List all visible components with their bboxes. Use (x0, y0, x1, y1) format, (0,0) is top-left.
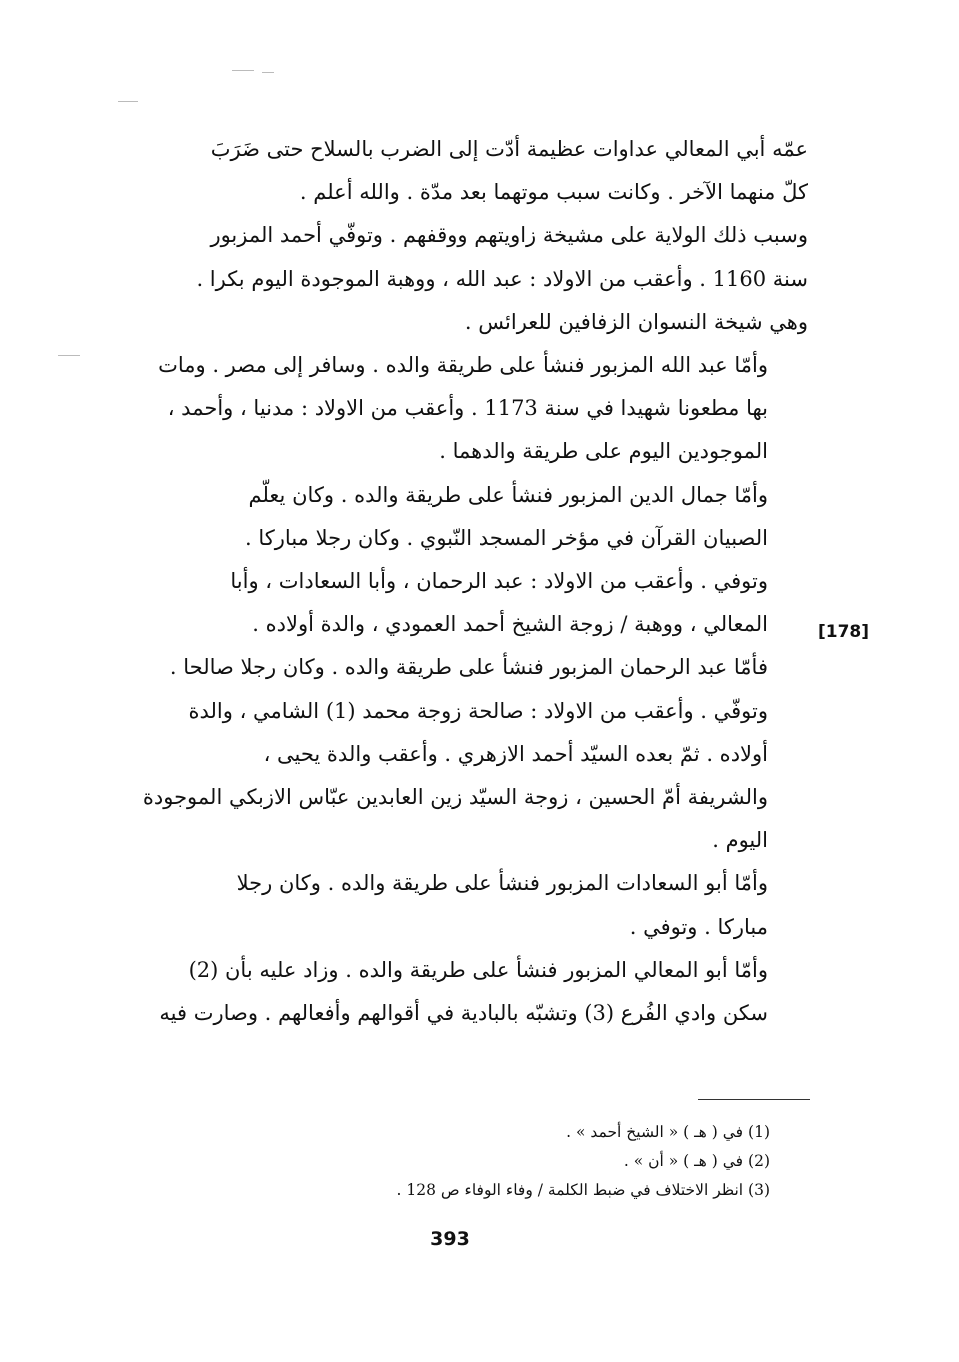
line: أولاده . ثمّ بعده السيّد أحمد الازهري . وأعقب والدة يحيى ، (263, 741, 768, 766)
scan-speck (118, 101, 138, 102)
line: مباركا . وتوفي . (629, 914, 768, 939)
line: فأمّا عبد الرحمان المزبور فنشأ على طريقة والده . وكان رجلا صالحا . (169, 655, 768, 680)
scan-speck (58, 355, 80, 356)
line: وتوفّي . وأعقب من الاولاد : صالحة زوجة محمد (1) الشامي ، والدة (188, 698, 768, 723)
body-text (118, 128, 808, 1035)
paragraph-1 (118, 128, 808, 344)
paragraph-3 (118, 474, 808, 647)
scan-speck (262, 72, 274, 73)
line: وتوفي . وأعقب من الاولاد : عبد الرحمان ، وأبا السعادات ، وأبا (230, 569, 768, 594)
manuscript-folio-marker: [178] (818, 622, 870, 642)
line: والشريفة أمّ الحسين ، زوجة السيّد زين العابدين عبّاس الازبكي الموجودة (142, 785, 768, 810)
page-number: 393 (430, 1228, 470, 1250)
line: وأمّا أبو السعادات المزبور فنشأ على طريقة والده . وكان رجلا (236, 871, 768, 896)
line: سنة 1160 . وأعقب من الاولاد : عبد الله ، ووهبة الموجودة اليوم بكرا . (196, 266, 808, 291)
line: الموجودين اليوم على طريقة والدهما . (439, 439, 768, 464)
paragraph-4 (118, 646, 808, 862)
line: عمّه أبي المعالي عداوات عظيمة أدّت إلى الضرب بالسلاح حتى ضَرَبَ (210, 137, 808, 161)
line: المعالي ، ووهبة / زوجة الشيخ أحمد العمودي ، والدة أولاده . (252, 612, 768, 637)
footnote: (2) في ( هـ ) « أن » . (623, 1152, 770, 1170)
line: وأمّا عبد الله المزبور فنشأ على طريقة والده . وسافر إلى مصر . ومات (158, 353, 768, 378)
line: وأمّا جمال الدين المزبور فنشأ على طريقة والده . وكان يعلّم (248, 482, 768, 507)
paragraph-6 (118, 949, 808, 1035)
line: وأمّا أبو المعالي المزبور فنشأ على طريقة والده . وزاد عليه بأن (2) (188, 957, 768, 982)
scan-speck (232, 70, 254, 71)
line: الصبيان القرآن في مؤخر المسجد النّبوي . وكان رجلا مباركا . (245, 525, 768, 550)
line: كلّ منهما الآخر . وكانت سبب موتهما بعد مدّة . والله أعلم . (299, 180, 808, 205)
line: سكن وادي الفُرع (3) وتشبّه بالبادية في أقوالهم وأفعالهم . وصارت فيه (159, 1001, 768, 1026)
footnote: (1) في ( هـ ) « الشيخ أحمد » . (566, 1123, 770, 1141)
line: اليوم . (712, 828, 768, 853)
line: بها مطعونا شهيدا في سنة 1173 . وأعقب من الاولاد : مدنيا ، وأحمد ، (167, 396, 768, 421)
footnote-separator (698, 1099, 810, 1100)
line: وسبب ذلك الولاية على مشيخة زاويتهم ووقفهم . وتوفّي أحمد المزبور (210, 223, 808, 248)
footnotes (240, 1118, 770, 1205)
footnote: (3) انظر الاختلاف في ضبط الكلمة / وفاء الوفاء ص 128 . (396, 1181, 770, 1199)
line: وهي شيخة النسوان الزفافين للعرائس . (464, 309, 808, 334)
paragraph-2 (118, 344, 808, 474)
paragraph-5 (118, 862, 808, 948)
